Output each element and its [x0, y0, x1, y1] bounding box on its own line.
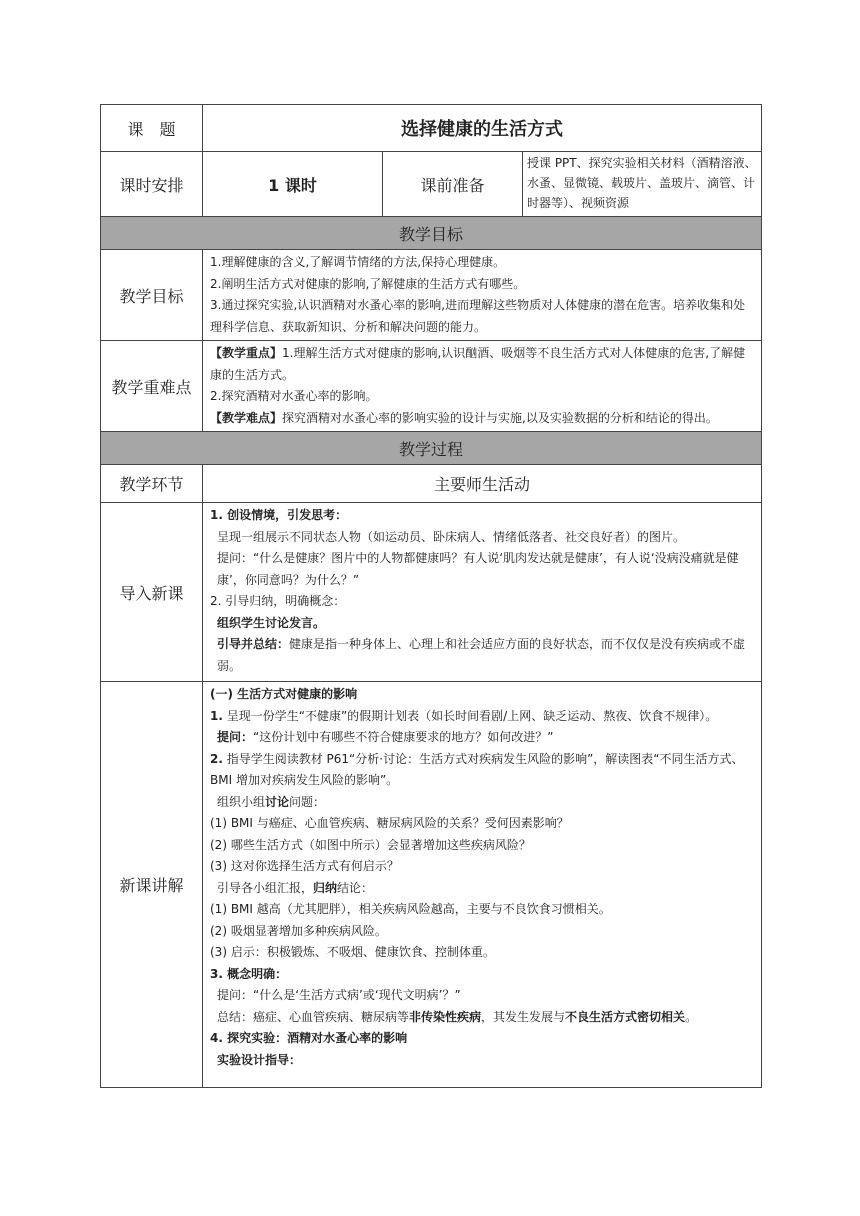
difficulty-text: 探究酒精对水蚤心率的影响实验的设计与实施,以及实验数据的分析和结论的得出。 — [282, 410, 718, 425]
intro-heading-1: 1. 创设情境，引发思考： — [210, 508, 348, 522]
objectives-content — [203, 250, 762, 341]
objective-item: 2.阐明生活方式对健康的影响,了解健康的生活方式有哪些。 — [210, 276, 526, 291]
lesson-a1: (1) BMI 越高（尤其肥胖），相关疾病风险越高，主要与不良饮食习惯相关。 — [210, 902, 611, 916]
intro-content — [203, 503, 762, 682]
lesson-a2: (2) 吸烟显著增加多种疾病风险。 — [210, 923, 387, 938]
schedule-label: 课时安排 — [101, 152, 203, 217]
objectives-row — [101, 250, 762, 341]
process-col1-header: 教学环节 — [101, 465, 203, 503]
lesson-a3: (3) 启示：积极锻炼、不吸烟、健康饮食、控制体重。 — [210, 945, 495, 959]
intro-label: 导入新课 — [101, 503, 203, 682]
objectives-label: 教学目标 — [101, 250, 203, 341]
objective-item: 1.理解健康的含义,了解调节情绪的方法,保持心理健康。 — [210, 255, 506, 269]
prep-label: 课前准备 — [383, 152, 523, 217]
lesson-question-tag: 提问： — [217, 730, 254, 744]
lesson-concept-question: 提问：“什么是‘生活方式病’或‘现代文明病’？” — [217, 988, 461, 1002]
process-section-title: 教学过程 — [101, 432, 762, 465]
lesson-content — [203, 682, 762, 1088]
schedule-row — [101, 152, 762, 217]
lesson-question: “这份计划中有哪些不符合健康要求的地方？如何改进？” — [253, 730, 554, 744]
lesson-report-bold: 归纳 — [313, 880, 338, 895]
lesson-row — [101, 682, 762, 1088]
lesson-summary-bold-2: 不良生活方式密切相关 — [565, 1009, 686, 1024]
lesson-summary-pre: 总结：癌症、心血管疾病、糖尿病等 — [217, 1009, 410, 1024]
key-item-2: 2.探究酒精对水蚤心率的影响。 — [210, 389, 378, 403]
lesson-label: 新课讲解 — [101, 682, 203, 1088]
lesson-item-1: 呈现一份学生“不健康”的假期计划表（如长时间看剧/上网、缺乏运动、熬夜、饮食不规律）。 — [222, 708, 718, 723]
lesson-q1: (1) BMI 与癌症、心血管疾病、糖尿病风险的关系？受何因素影响？ — [210, 816, 569, 830]
intro-row — [101, 503, 762, 682]
lesson-heading-5: 实验设计指导： — [217, 1052, 302, 1067]
lesson-q2: (2) 哪些生活方式（如图中所示）会显著增加这些疾病风险？ — [210, 837, 531, 852]
intro-summary: 健康是指一种身体上、心理上和社会适应方面的良好状态，而不仅仅是没有疾病或不虚弱。 — [217, 637, 746, 673]
intro-discussion: 组织学生讨论发言。 — [217, 615, 326, 630]
key-points-content — [203, 341, 762, 432]
objectives-section-row — [101, 217, 762, 250]
lesson-plan-table — [100, 104, 762, 1088]
key-tag: 【教学重点】 — [210, 346, 283, 360]
lesson-num-1: 1. — [210, 708, 223, 723]
difficulty-tag: 【教学难点】 — [210, 410, 283, 425]
intro-question: 提问：“什么是健康？图片中的人物都健康吗？有人说‘肌肉发达就是健康’，有人说‘没病没痛就是健康’，你同意吗？为什么？” — [217, 551, 739, 587]
intro-paragraph: 呈现一组展示不同状态人物（如运动员、卧床病人、情绪低落者、社交良好者）的图片。 — [217, 529, 686, 544]
topic-row — [101, 105, 762, 152]
lesson-report-pre: 引导各小组汇报， — [217, 880, 314, 895]
lesson-report-post: 结论： — [337, 880, 374, 895]
topic-title: 选择健康的生活方式 — [203, 105, 762, 152]
key-text: 1.理解生活方式对健康的影响,认识酗酒、吸烟等不良生活方式对人体健康的危害,了解健康的生活方式。 — [210, 346, 746, 382]
lesson-summary-bold-1: 非传染性疾病 — [409, 1009, 482, 1024]
key-points-row — [101, 341, 762, 432]
topic-label: 课 题 — [101, 105, 203, 152]
lesson-discuss-bold: 讨论 — [265, 794, 290, 809]
lesson-discuss-pre: 组织小组 — [217, 794, 266, 809]
prep-value: 授课 PPT、探究实验相关材料（酒精溶液、水蚤、显微镜、载玻片、盖玻片、滴管、计时器等）、视频资源 — [523, 152, 762, 217]
lesson-section-1: (一) 生活方式对健康的影响 — [210, 687, 358, 701]
key-points-label: 教学重难点 — [101, 341, 203, 432]
lesson-heading-3: 3. 概念明确： — [210, 966, 288, 981]
objectives-section-title: 教学目标 — [101, 217, 762, 250]
lesson-discuss-post: 问题： — [289, 794, 326, 809]
objective-item: 3.通过探究实验,认识酒精对水蚤心率的影响,进而理解这些物质对人体健康的潜在危害。培养收集和处理科学信息、获取新知识、分析和解决问题的能力。 — [210, 298, 746, 334]
lesson-summary-mid: ，其发生发展与 — [481, 1009, 566, 1024]
process-section-row — [101, 432, 762, 465]
intro-heading-2: 2. 引导归纳，明确概念： — [210, 594, 346, 608]
schedule-value: 1 课时 — [203, 152, 383, 217]
process-header-row — [101, 465, 762, 503]
process-col2-header: 主要师生活动 — [203, 465, 762, 503]
lesson-item-2: 指导学生阅读教材 P61“分析·讨论：生活方式对疾病发生风险的影响”，解读图表“不同生活方式、BMI 增加对疾病发生风险的影响”。 — [210, 751, 744, 787]
intro-summary-tag: 引导并总结： — [217, 637, 290, 651]
lesson-num-2: 2. — [210, 751, 223, 766]
lesson-q3: (3) 这对你选择生活方式有何启示？ — [210, 859, 399, 873]
lesson-summary-post: 。 — [685, 1009, 698, 1024]
lesson-heading-4: 4. 探究实验：酒精对水蚤心率的影响 — [210, 1031, 408, 1045]
